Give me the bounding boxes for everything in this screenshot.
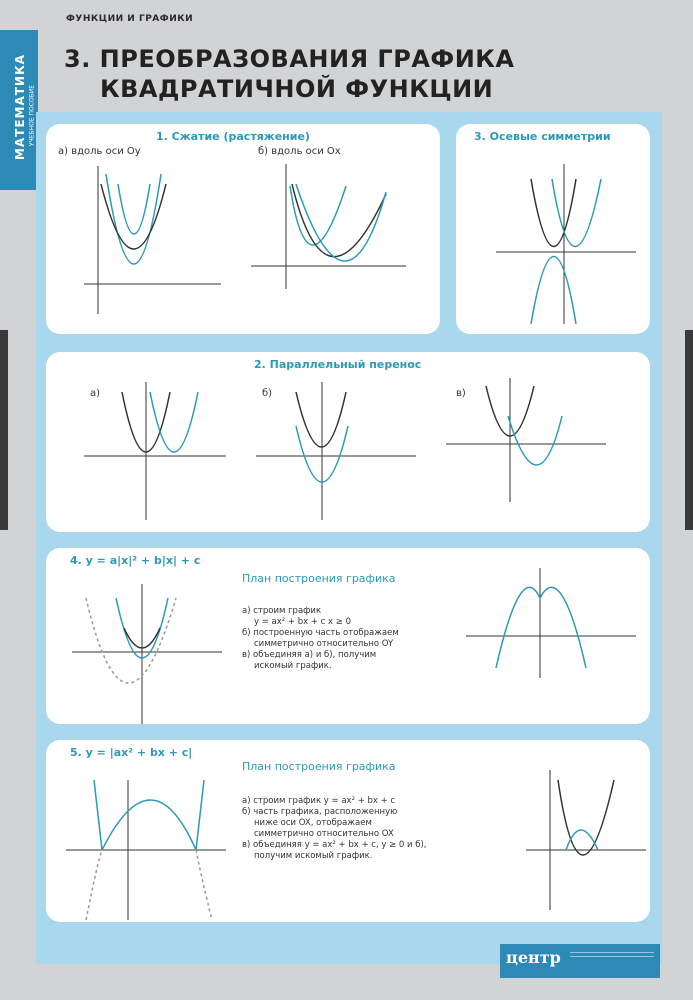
- series-label: ФУНКЦИИ И ГРАФИКИ: [66, 14, 194, 24]
- publisher-logo-lines: [570, 952, 654, 957]
- right-edge-strip: [685, 330, 693, 530]
- compression-b-label: б) вдоль оси Ox: [258, 146, 341, 157]
- abs-x-title: 4. y = a|x|² + b|x| + c: [70, 554, 201, 567]
- shift-a-label: а): [90, 388, 101, 399]
- abs-all-step: симметрично относительно OX: [254, 829, 394, 839]
- panel-compression: [46, 124, 440, 334]
- abs-all-plan-title: План построения графика: [242, 760, 396, 773]
- shift-b-label: б): [262, 388, 273, 399]
- abs-x-graphs: [46, 548, 650, 724]
- left-edge-strip: [0, 330, 8, 530]
- publisher-logo: [500, 944, 660, 978]
- abs-all-step: получим искомый график.: [254, 851, 373, 861]
- shift-c-label: в): [456, 388, 466, 399]
- compression-graphs: [46, 124, 440, 334]
- panel-shift: [46, 352, 650, 532]
- page-title-line1: 3. ПРЕОБРАЗОВАНИЯ ГРАФИКА: [64, 45, 515, 73]
- shift-graphs: [46, 352, 650, 532]
- publisher-logo-text: центр: [506, 948, 561, 967]
- abs-x-step: симметрично относительно OY: [254, 639, 394, 649]
- abs-x-plan-title: План построения графика: [242, 572, 396, 585]
- panel-abs-x: [46, 548, 650, 724]
- subject-spine: [0, 30, 38, 190]
- page-title: [64, 44, 514, 104]
- spine-subtitle: УЧЕБНОЕ ПОСОБИЕ: [28, 84, 36, 147]
- abs-x-step: б) построенную часть отображаем: [242, 628, 399, 638]
- abs-all-title: 5. y = |ax² + bx + c|: [70, 746, 193, 759]
- abs-all-step: а) строим график y = ax² + bx + c: [242, 796, 396, 806]
- panel-symmetry: [456, 124, 650, 334]
- page-title-line2: КВАДРАТИЧНОЙ ФУНКЦИИ: [100, 75, 494, 103]
- abs-all-step: в) объединяя y = ax² + bx + c, y ≥ 0 и б),: [242, 840, 427, 850]
- symmetry-graphs: [456, 124, 650, 334]
- abs-all-step: ниже оси OX, отображаем: [254, 818, 372, 828]
- compression-title: 1. Сжатие (растяжение): [156, 130, 310, 143]
- abs-x-step: а) строим график: [242, 606, 322, 616]
- abs-x-step: y = ax² + bx + c x ≥ 0: [254, 617, 352, 627]
- abs-all-graphs: [46, 740, 650, 922]
- shift-title: 2. Параллельный перенос: [254, 358, 422, 371]
- compression-a-label: а) вдоль оси Oy: [58, 146, 141, 157]
- panel-abs-all: [46, 740, 650, 922]
- abs-x-step: искомый график.: [254, 661, 332, 671]
- symmetry-title: 3. Осевые симметрии: [474, 130, 611, 143]
- spine-title: МАТЕМАТИКА: [13, 53, 27, 161]
- abs-all-step: б) часть графика, расположенную: [242, 807, 398, 817]
- abs-x-step: в) объединяя а) и б), получим: [242, 650, 377, 660]
